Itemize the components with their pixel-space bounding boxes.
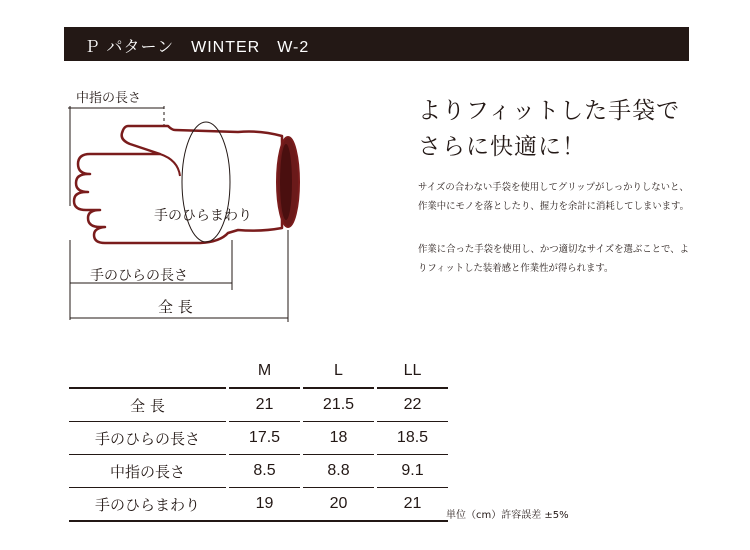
table-cell: 17.5 [229, 422, 300, 455]
headline-line1: よりフィットした手袋で [418, 98, 681, 124]
table-cell: 8.5 [229, 455, 300, 488]
table-cell: 21.5 [303, 388, 374, 422]
column-header-ll: LL [377, 355, 448, 388]
size-table [69, 355, 448, 522]
table-cell: 19 [229, 488, 300, 522]
column-header-m: M [229, 355, 300, 388]
table-row [69, 455, 448, 488]
label-palm-circumference: 手のひらまわり [154, 208, 252, 224]
row-label: 全 長 [69, 388, 226, 422]
glove-diagram [60, 80, 310, 325]
table-row [69, 422, 448, 455]
label-middle-finger: 中指の長さ [76, 91, 142, 106]
table-cell: 8.8 [303, 455, 374, 488]
label-palm-length: 手のひらの長さ [90, 268, 188, 284]
description-paragraph-1: サイズの合わない手袋を使用してグリップがしっかりしないと、作業中にモノを落としたり、握力を余計に消耗してしまいます。 [418, 182, 690, 212]
table-cell: 20 [303, 488, 374, 522]
table-cell: 21 [377, 488, 448, 522]
row-label: 中指の長さ [69, 455, 226, 488]
title-bar [64, 27, 689, 61]
row-label: 手のひらの長さ [69, 422, 226, 455]
table-cell: 9.1 [377, 455, 448, 488]
unit-note: 単位（cm）許容誤差 ±5% [446, 510, 569, 521]
headline-line2: さらに快適に！ [418, 134, 586, 160]
glove-outline [74, 126, 282, 243]
table-cell: 21 [229, 388, 300, 422]
row-label: 手のひらまわり [69, 488, 226, 522]
table-cell: 22 [377, 388, 448, 422]
table-row [69, 488, 448, 522]
size-table-corner [69, 355, 226, 388]
table-cell: 18.5 [377, 422, 448, 455]
column-header-l: L [303, 355, 374, 388]
description-paragraph-2: 作業に合った手袋を使用し、かつ適切なサイズを選ぶことで、よりフィットした装着感と作業性が得られます。 [418, 244, 689, 274]
size-table-header-row [69, 355, 448, 388]
page-title: Ｐ パターン WINTER W-2 [84, 39, 310, 56]
table-cell: 18 [303, 422, 374, 455]
table-row [69, 388, 448, 422]
label-total-length: 全 長 [158, 298, 193, 316]
